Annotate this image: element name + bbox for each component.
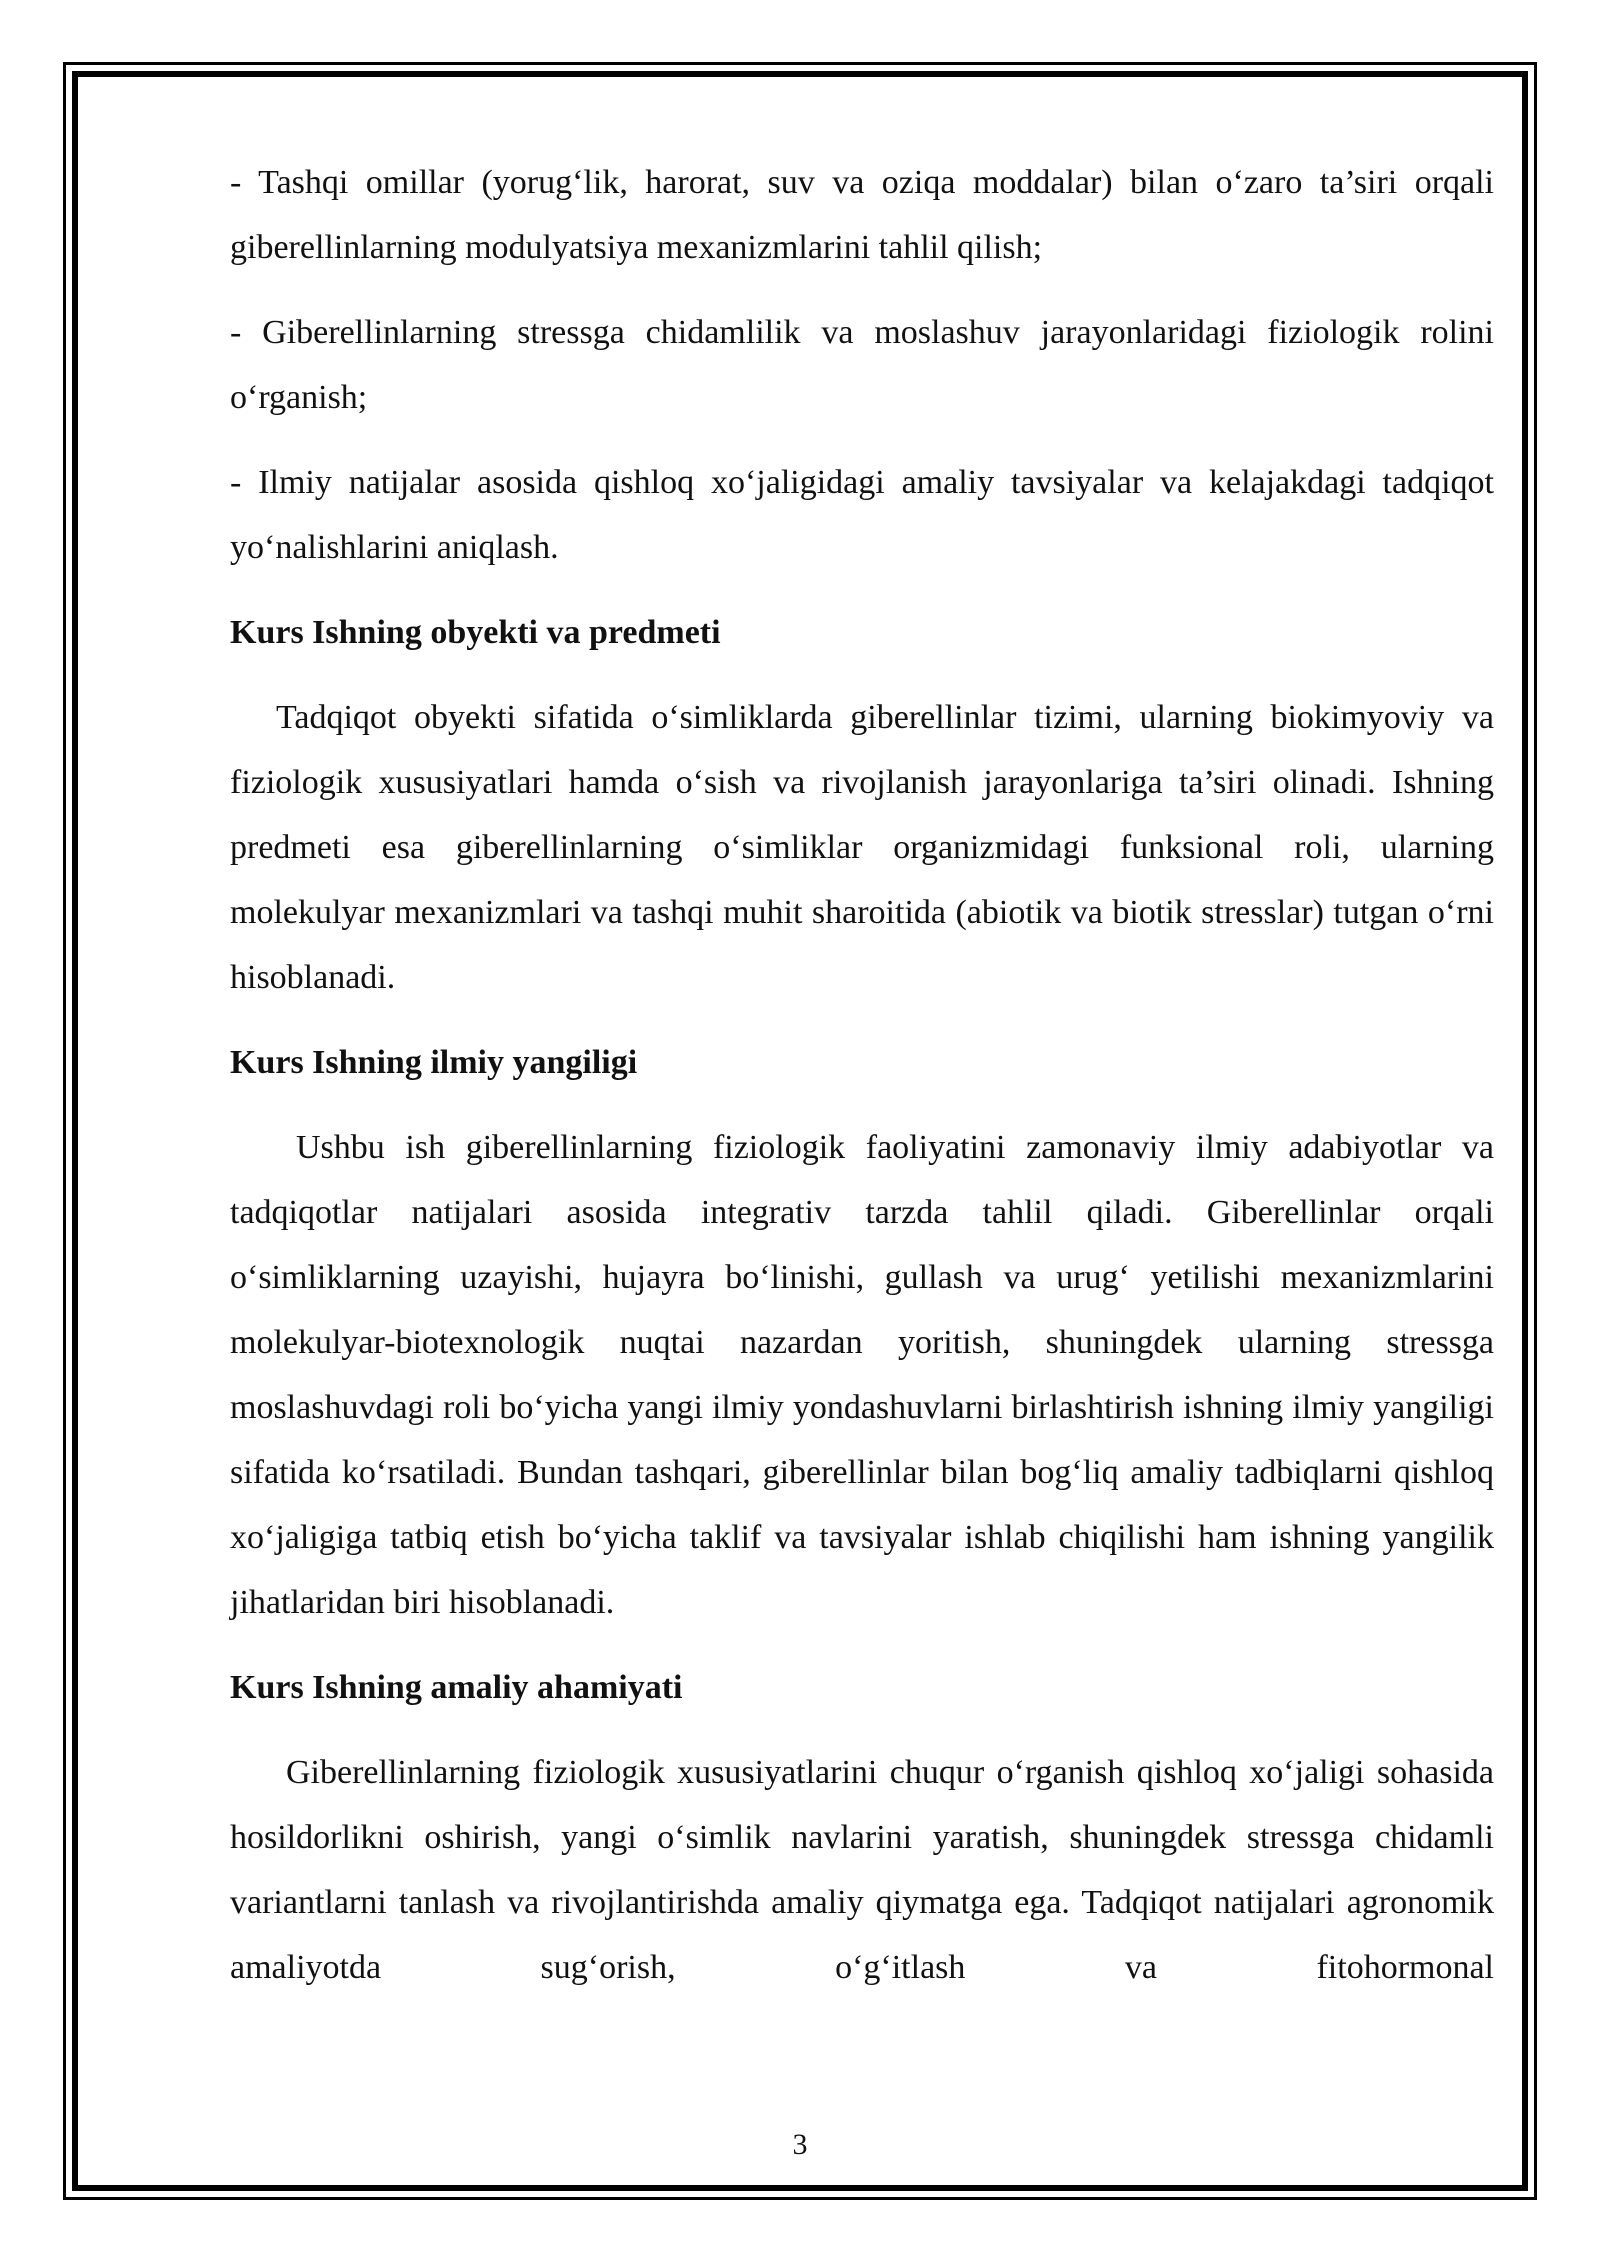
- section-heading-significance: Kurs Ishning amaliy ahamiyati: [230, 1669, 683, 1706]
- section-text-significance: Giberellinlarning fiziologik xususiyatlarini chuqur o‘rganish qishloq xo‘jaligi sohasida hosildorlikni oshirish, yangi o‘simlik navlarini yaratish, shuningdek stressga chidamli variantlarni tanlash va rivojlantirishda amaliy qiymatga ega. Tadqiqot natijalari agronomik amaliyotda sug‘orish, o‘g‘itlash va fitohormonal: [230, 1754, 1494, 1986]
- bullet-item: - Tashqi omillar (yorug‘lik, harorat, suv va oziqa moddalar) bilan o‘zaro ta’siri orqali giberellinlarning modulyatsiya mexanizmlarini tahlil qilish;: [230, 164, 1494, 266]
- section-heading-object: Kurs Ishning obyekti va predmeti: [230, 614, 721, 651]
- page-number: 3: [792, 2128, 808, 2161]
- section-text-object: Tadqiqot obyekti sifatida o‘simliklarda giberellinlar tizimi, ularning biokimyoviy va fiziologik xususiyatlari hamda o‘sish va rivojlanish jarayonlariga ta’siri olinadi. Ishning predmeti esa giberellinlarning o‘simliklar organizmidagi funksional roli, ularning molekulyar mexanizmlari va tashqi muhit sharoitida (abiotik va biotik stresslar) tutgan o‘rni hisoblanadi.: [230, 699, 1494, 996]
- section-heading-novelty: Kurs Ishning ilmiy yangiligi: [230, 1044, 638, 1081]
- bullet-item: - Ilmiy natijalar asosida qishloq xo‘jaligidagi amaliy tavsiyalar va kelajakdagi tadqiqot yo‘nalishlarini aniqlash.: [230, 464, 1494, 566]
- section-text-novelty: Ushbu ish giberellinlarning fiziologik faoliyatini zamonaviy ilmiy adabiyotlar va tadqiqotlar natijalari asosida integrativ tarzda tahlil qiladi. Giberellinlar orqali o‘simliklarning uzayishi, hujayra bo‘linishi, gullash va urug‘ yetilishi mexanizmlarini molekulyar-biotexnologik nuqtai nazardan yoritish, shuningdek ularning stressga moslashuvdagi roli bo‘yicha yangi ilmiy yondashuvlarni birlashtirish ishning ilmiy yangiligi sifatida ko‘rsatiladi. Bundan tashqari, giberellinlar bilan bog‘liq amaliy tadbiqlarni qishloq xo‘jaligiga tatbiq etish bo‘yicha taklif va tavsiyalar ishlab chiqilishi ham ishning yangilik jihatlaridan biri hisoblanadi.: [230, 1129, 1494, 1621]
- bullet-item: - Giberellinlarning stressga chidamlilik va moslashuv jarayonlaridagi fiziologik rolini o‘rganish;: [230, 314, 1494, 416]
- document-body: [230, 150, 1494, 2000]
